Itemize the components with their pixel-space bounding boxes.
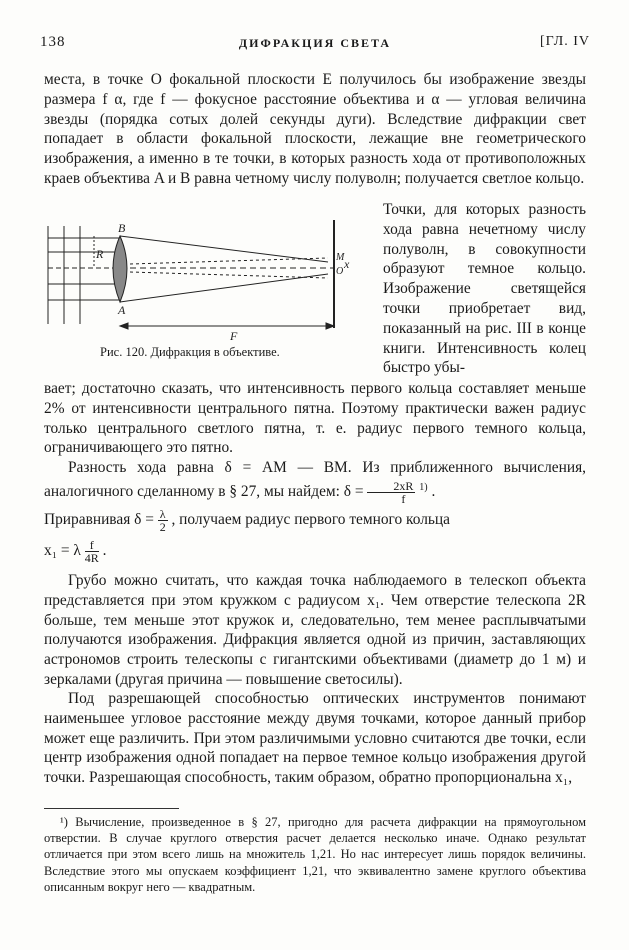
running-title: ДИФРАКЦИЯ СВЕТА — [238, 36, 392, 50]
equation-delta-half-lambda: δ = $\frac{\lambda}{2}$ — [134, 507, 166, 534]
label-x: x — [344, 257, 350, 271]
label-O: O — [336, 266, 344, 277]
footnote-rule — [44, 808, 179, 809]
label-R: R — [96, 247, 104, 261]
paragraph-5: Под разрешающей способностью оптических инструментов понимают наименьшее угловое расстояние между двумя точками, которое данный прибор может еще различить. При этом различимыми условно считаются две точки, если центр изображения одной попадает на первое темное кольцо изображения другой точки. Разрешающая способность, таким образом, обратно пропорциональна x₁, — [44, 690, 586, 787]
paragraph-1: места, в точке O фокальной плоскости E получилось бы изображение звезды размера f α, где f — фокусное расстояние объектива и α — угловая величина звезды (порядка сотых долей секунды дуги). Вследствие дифракции свет попадает в области фокальной плоскости, лежащие вне геометрического изображения, а именно в те точки, в которых разность хода от противоположных краев объектива A и B равна четному числу полуволн; получается светлое кольцо. — [44, 71, 586, 187]
label-B: B — [118, 221, 126, 235]
paragraph-3-text-a: Разность хода равна δ = AM — BM. Из приближенного вычисления, аналогичного сделанному в § 27, мы найдем: — [44, 459, 586, 500]
label-M: M — [336, 252, 345, 263]
equation-delta-approx: δ = $\frac{2xR}{f}$ $^{1)}$ . — [343, 478, 436, 506]
converging-ray-B — [120, 236, 328, 262]
footnote: ¹) Вычисление, произведенное в § 27, пригодно для расчета дифракции на прямоугольном отверстии. В случае круглого отверстия расчет делается несколько иначе. Однако результат отличается при этом всего лишь на множитель 1,21. Но нас интересует лишь порядок величины. Вследствие этого мы опускаем коэффициент 1,21, что эквивалентно замене круглого объектива описанным вокруг него — квадратным. — [44, 815, 586, 894]
converging-ray-A — [120, 274, 328, 302]
page-number: 138 — [40, 34, 66, 50]
paragraph-3 — [44, 458, 586, 505]
label-A: A — [118, 303, 126, 317]
chapter-marker: [ГЛ. IV — [540, 34, 590, 49]
running-header — [40, 34, 590, 56]
paragraph-2: вает; достаточно сказать, что интенсивность первого кольца составляет меньше 2% от интенсивности центрального пятна. Поэтому практически важен радиус только центрального светлого пятна, т. е. радиус первого темного кольца, ограничивающего это пятно. — [44, 380, 586, 457]
side-column-text: Точки, для которых разность хода равна нечетному числу полуволн, в совокупности образуют темное кольцо. Изображение светящейся точки приобретает вид, показанный на рис. III в конце книги. Интенсивность колец быстро убы- — [383, 201, 586, 377]
paragraph-4: Грубо можно считать, что каждая точка наблюдаемого в телескоп объекта представляется при этом кружком с радиусом x₁. Чем отверстие телескопа 2R больше, тем меньше этот кружок и, следовательно, тем менее расплывчатыми получаются изображения. Дифракция является одной из причин, заставляющих астрономов строить телескопы с гигантскими объективами (диаметр до 1 м) и зеркалами (другая причина — повышение светосилы). — [44, 572, 586, 688]
lens — [113, 236, 127, 302]
figure-120-diffraction-diagram — [44, 216, 374, 366]
paragraph-3-continued: Приравнивая δ = $\frac{\lambda}{2}$ , получаем радиус первого темного кольца x₁ = λ $\frac{f}{4R}$ . — [44, 508, 586, 564]
equation-radius-x1: x₁ = λ $\frac{f}{4R}$ . — [44, 538, 107, 565]
figure-caption: Рис. 120. Дифракция в объективе. — [100, 345, 280, 359]
footnote-marker: 1) — [419, 481, 428, 493]
label-F: F — [230, 329, 238, 343]
